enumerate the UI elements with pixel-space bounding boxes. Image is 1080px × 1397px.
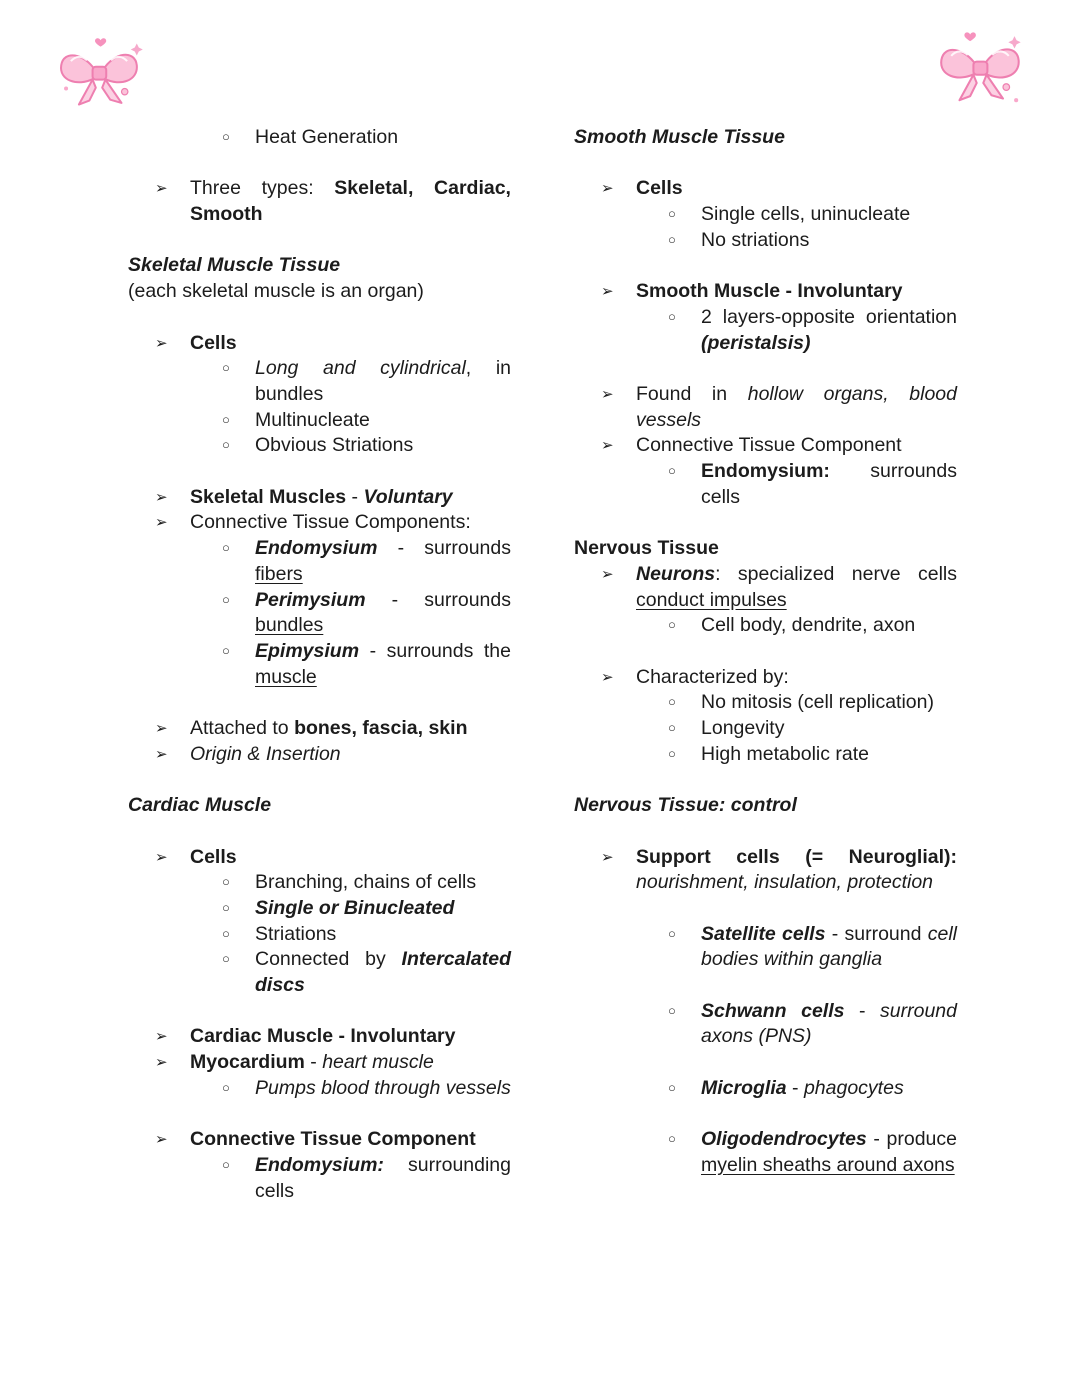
text-line bbox=[190, 1127, 511, 1153]
text-segment: myelin sheaths around axons bbox=[701, 1153, 955, 1176]
text-segment: Cells bbox=[190, 331, 237, 354]
text-segment: Cells bbox=[636, 177, 683, 200]
arrow-bullet-icon: ➢ bbox=[155, 180, 168, 198]
blank-line bbox=[128, 459, 511, 485]
arrow-bullet-icon: ➢ bbox=[155, 514, 168, 532]
circle-bullet-icon: ○ bbox=[668, 463, 676, 479]
text-segment: fibers bbox=[255, 562, 303, 585]
blank-line bbox=[128, 228, 511, 254]
text-line bbox=[190, 331, 511, 357]
text-segment: : specialized nerve cells bbox=[715, 562, 957, 585]
arrow-bullet-icon: ➢ bbox=[155, 1028, 168, 1046]
list-item-level2 bbox=[128, 639, 511, 690]
text-line bbox=[701, 922, 957, 973]
text-line bbox=[190, 1024, 511, 1050]
paragraph bbox=[128, 279, 511, 305]
text-line bbox=[255, 947, 511, 998]
list-item-level2 bbox=[574, 613, 957, 639]
list-item-level2 bbox=[574, 922, 957, 973]
text-segment: Long and cylindrical bbox=[255, 357, 466, 380]
circle-bullet-icon: ○ bbox=[668, 206, 676, 222]
text-line bbox=[574, 536, 957, 562]
blank-line bbox=[574, 973, 957, 999]
text-segment: , in bundles bbox=[255, 357, 512, 405]
text-line bbox=[255, 922, 511, 948]
circle-bullet-icon: ○ bbox=[668, 1131, 676, 1147]
text-line bbox=[701, 202, 957, 228]
arrow-bullet-icon: ➢ bbox=[155, 720, 168, 738]
text-line bbox=[636, 845, 957, 896]
text-segment: - surrounds bbox=[365, 588, 511, 611]
text-segment: - surround bbox=[825, 922, 928, 945]
text-segment: Pumps blood through vessels bbox=[255, 1076, 511, 1099]
text-segment: muscle bbox=[255, 665, 317, 688]
text-line bbox=[574, 793, 957, 819]
circle-bullet-icon: ○ bbox=[668, 694, 676, 710]
circle-bullet-icon: ○ bbox=[222, 925, 230, 941]
circle-bullet-icon: ○ bbox=[668, 925, 676, 941]
list-item-level1 bbox=[574, 176, 957, 202]
text-segment: Multinucleate bbox=[255, 408, 370, 431]
list-item-level1 bbox=[128, 1024, 511, 1050]
list-item-level2 bbox=[128, 588, 511, 639]
text-line bbox=[701, 690, 957, 716]
blank-line bbox=[128, 768, 511, 794]
text-line bbox=[255, 1153, 511, 1204]
list-item-level1 bbox=[574, 665, 957, 691]
list-item-level2 bbox=[128, 896, 511, 922]
text-line bbox=[701, 1127, 957, 1178]
text-line bbox=[128, 253, 511, 279]
list-item-level2 bbox=[128, 922, 511, 948]
list-item-level2 bbox=[128, 870, 511, 896]
text-line bbox=[255, 896, 511, 922]
right-column bbox=[574, 125, 957, 1204]
text-segment: Cardiac Muscle - Involuntary bbox=[190, 1025, 456, 1048]
text-line bbox=[255, 870, 511, 896]
text-segment: Epimysium bbox=[255, 640, 360, 662]
list-item-level1 bbox=[128, 485, 511, 511]
list-item-level2 bbox=[574, 459, 957, 510]
left-column bbox=[128, 125, 511, 1204]
text-line bbox=[255, 1076, 511, 1102]
text-segment: Longevity bbox=[701, 717, 785, 740]
text-line bbox=[255, 433, 511, 459]
list-item-level2 bbox=[128, 1153, 511, 1204]
text-segment: - produce bbox=[866, 1128, 957, 1151]
text-segment: 2 layers-opposite orientation bbox=[701, 305, 957, 328]
text-segment: - surrounds the bbox=[359, 640, 511, 662]
circle-bullet-icon: ○ bbox=[222, 591, 230, 607]
list-item-level1 bbox=[574, 562, 957, 613]
text-line bbox=[636, 433, 957, 459]
circle-bullet-icon: ○ bbox=[668, 1002, 676, 1018]
text-segment: (each skeletal muscle is an organ) bbox=[128, 280, 424, 303]
text-segment: Skeletal Muscles bbox=[190, 485, 347, 508]
text-segment: - bbox=[346, 485, 364, 508]
text-line bbox=[190, 716, 511, 742]
text-line bbox=[701, 742, 957, 768]
heart-icon bbox=[964, 32, 976, 41]
text-segment: Perimysium bbox=[255, 588, 366, 611]
text-segment: nourishment, insulation, protection bbox=[636, 871, 934, 894]
text-segment: (peristalsis) bbox=[701, 331, 811, 354]
list-item-level2 bbox=[128, 947, 511, 998]
text-line bbox=[190, 510, 511, 536]
arrow-bullet-icon: ➢ bbox=[155, 334, 168, 352]
text-line bbox=[255, 356, 511, 407]
list-item-level2 bbox=[574, 716, 957, 742]
list-item-level1 bbox=[128, 1050, 511, 1076]
text-line bbox=[128, 279, 511, 305]
arrow-bullet-icon: ➢ bbox=[601, 848, 614, 866]
arrow-bullet-icon: ➢ bbox=[155, 488, 168, 506]
text-segment: Heat Generation bbox=[255, 126, 399, 148]
list-item-level2 bbox=[574, 1076, 957, 1102]
text-segment: Voluntary bbox=[363, 485, 453, 508]
text-segment: Striations bbox=[255, 922, 337, 945]
text-line bbox=[255, 125, 511, 151]
blank-line bbox=[128, 819, 511, 845]
arrow-bullet-icon: ➢ bbox=[601, 385, 614, 403]
section-heading bbox=[574, 793, 957, 819]
list-item-level1 bbox=[128, 716, 511, 742]
text-segment: phagocytes bbox=[803, 1076, 904, 1099]
text-segment: Origin & Insertion bbox=[190, 742, 341, 765]
text-line bbox=[636, 562, 957, 613]
circle-bullet-icon: ○ bbox=[222, 540, 230, 556]
text-line bbox=[574, 125, 957, 151]
text-segment: Microglia bbox=[701, 1076, 787, 1099]
text-segment: No striations bbox=[701, 228, 810, 251]
circle-bullet-icon: ○ bbox=[222, 643, 230, 658]
text-line bbox=[636, 279, 957, 305]
text-segment: Oligodendrocytes bbox=[701, 1128, 867, 1151]
text-segment: - bbox=[786, 1076, 804, 1099]
blank-line bbox=[128, 151, 511, 177]
notes-body bbox=[128, 125, 957, 1204]
pink-bow-icon bbox=[934, 27, 1026, 111]
list-item-level1 bbox=[574, 433, 957, 459]
text-line bbox=[128, 793, 511, 819]
list-item-level1 bbox=[574, 845, 957, 896]
circle-bullet-icon: ○ bbox=[668, 617, 676, 633]
text-segment: Smooth Muscle Tissue bbox=[574, 126, 785, 148]
text-segment: cell bodies within ganglia bbox=[701, 922, 957, 971]
text-line bbox=[255, 536, 511, 587]
text-segment: Nervous Tissue bbox=[574, 537, 719, 560]
text-line bbox=[701, 1076, 957, 1102]
text-segment: surround axons (PNS) bbox=[701, 999, 957, 1048]
circle-bullet-icon: ○ bbox=[668, 745, 676, 761]
text-segment: Smooth Muscle - Involuntary bbox=[636, 280, 903, 303]
blank-line bbox=[128, 690, 511, 716]
circle-bullet-icon: ○ bbox=[222, 129, 230, 144]
text-segment: Cardiac Muscle bbox=[128, 794, 272, 817]
heart-icon bbox=[95, 38, 106, 46]
list-item-level2 bbox=[574, 305, 957, 356]
list-item-level2 bbox=[128, 536, 511, 587]
arrow-bullet-icon: ➢ bbox=[155, 745, 168, 763]
text-segment: Cells bbox=[190, 845, 237, 868]
text-line bbox=[636, 176, 957, 202]
text-line bbox=[255, 408, 511, 434]
text-segment: Connective Tissue Component bbox=[190, 1128, 476, 1151]
text-segment: Single or Binucleated bbox=[255, 896, 455, 919]
text-segment: Endomysium: bbox=[701, 460, 830, 483]
list-item-level1 bbox=[128, 176, 511, 227]
arrow-bullet-icon: ➢ bbox=[601, 180, 614, 198]
list-item-level1 bbox=[128, 510, 511, 536]
text-segment: High metabolic rate bbox=[701, 742, 869, 765]
blank-line bbox=[574, 151, 957, 177]
arrow-bullet-icon: ➢ bbox=[155, 848, 168, 866]
circle-bullet-icon: ○ bbox=[222, 1156, 230, 1172]
text-segment: Obvious Striations bbox=[255, 434, 414, 457]
blank-line bbox=[574, 896, 957, 922]
text-segment: Skeletal Muscle Tissue bbox=[128, 254, 341, 277]
arrow-bullet-icon: ➢ bbox=[601, 437, 614, 455]
arrow-bullet-icon: ➢ bbox=[601, 283, 614, 301]
list-item-level2 bbox=[128, 408, 511, 434]
list-item-level2 bbox=[128, 356, 511, 407]
section-heading bbox=[128, 793, 511, 819]
text-segment: Endomysium bbox=[255, 537, 378, 560]
list-item-level2 bbox=[128, 433, 511, 459]
blank-line bbox=[574, 819, 957, 845]
circle-bullet-icon: ○ bbox=[222, 874, 230, 890]
circle-bullet-icon: ○ bbox=[222, 411, 230, 427]
text-segment: bundles bbox=[255, 614, 324, 637]
text-segment: Support cells (= Neuroglial): bbox=[636, 845, 957, 868]
text-line bbox=[636, 382, 957, 433]
text-segment: bones, fascia, skin bbox=[294, 717, 468, 740]
text-line bbox=[701, 228, 957, 254]
list-item-level2 bbox=[574, 228, 957, 254]
blank-line bbox=[128, 1102, 511, 1128]
text-line bbox=[190, 176, 511, 227]
text-segment: Single cells, uninucleate bbox=[701, 203, 911, 226]
list-item-level2 bbox=[574, 999, 957, 1050]
text-segment: Cell body, dendrite, axon bbox=[701, 614, 916, 637]
text-segment: Skeletal, Cardiac, Smooth bbox=[190, 177, 511, 226]
blank-line bbox=[574, 511, 957, 537]
text-segment: conduct impulses bbox=[636, 588, 787, 611]
text-segment: No mitosis (cell replication) bbox=[701, 691, 934, 714]
text-segment: Satellite cells bbox=[701, 922, 826, 945]
text-segment: hollow organs, blood vessels bbox=[636, 382, 957, 431]
text-segment: Found in bbox=[636, 382, 748, 405]
list-item-level2 bbox=[128, 125, 511, 151]
text-segment: Nervous Tissue: control bbox=[574, 794, 797, 817]
circle-bullet-icon: ○ bbox=[222, 437, 230, 453]
text-segment: Three types: bbox=[190, 177, 335, 200]
blank-line bbox=[128, 999, 511, 1025]
text-segment: Branching, chains of cells bbox=[255, 871, 477, 894]
list-item-level2 bbox=[574, 742, 957, 768]
list-item-level2 bbox=[128, 1076, 511, 1102]
text-segment: - surrounds bbox=[377, 537, 511, 560]
text-segment: Connective Tissue Component bbox=[636, 434, 902, 457]
text-segment: Connected by bbox=[255, 948, 402, 971]
text-segment: Attached to bbox=[190, 717, 295, 740]
text-segment: - bbox=[844, 999, 881, 1022]
arrow-bullet-icon: ➢ bbox=[155, 1131, 168, 1149]
circle-bullet-icon: ○ bbox=[668, 231, 676, 247]
text-line bbox=[190, 845, 511, 871]
circle-bullet-icon: ○ bbox=[222, 899, 230, 915]
text-segment: - bbox=[304, 1051, 323, 1074]
text-line bbox=[701, 999, 957, 1050]
list-item-level1 bbox=[128, 331, 511, 357]
circle-bullet-icon: ○ bbox=[668, 308, 676, 324]
blank-line bbox=[128, 305, 511, 331]
text-line bbox=[701, 613, 957, 639]
text-segment: Connective Tissue Components: bbox=[190, 511, 471, 534]
arrow-bullet-icon: ➢ bbox=[601, 668, 614, 686]
list-item-level2 bbox=[574, 690, 957, 716]
text-line bbox=[190, 1050, 511, 1076]
blank-line bbox=[574, 254, 957, 280]
text-line bbox=[255, 588, 511, 639]
section-heading bbox=[574, 125, 957, 151]
pink-bow-icon bbox=[54, 33, 144, 115]
centered-heading bbox=[574, 536, 957, 562]
text-segment: Schwann cells bbox=[701, 999, 845, 1022]
blank-line bbox=[574, 1050, 957, 1076]
circle-bullet-icon: ○ bbox=[668, 720, 676, 736]
text-segment: Characterized by: bbox=[636, 665, 789, 688]
section-heading bbox=[128, 253, 511, 279]
list-item-level1 bbox=[574, 279, 957, 305]
list-item-level1 bbox=[128, 1127, 511, 1153]
text-line bbox=[701, 305, 957, 356]
list-item-level2 bbox=[574, 1127, 957, 1178]
text-line bbox=[636, 665, 957, 691]
blank-line bbox=[574, 639, 957, 665]
text-segment: surrounding cells bbox=[255, 1153, 511, 1202]
text-line bbox=[190, 742, 511, 768]
circle-bullet-icon: ○ bbox=[222, 360, 230, 376]
text-segment: surrounds cells bbox=[701, 460, 957, 508]
blank-line bbox=[574, 1102, 957, 1128]
list-item-level1 bbox=[128, 845, 511, 871]
list-item-level1 bbox=[128, 742, 511, 768]
text-segment: heart muscle bbox=[322, 1051, 434, 1074]
text-segment: Neurons bbox=[636, 562, 716, 585]
text-line bbox=[701, 716, 957, 742]
circle-bullet-icon: ○ bbox=[222, 951, 230, 967]
circle-bullet-icon: ○ bbox=[668, 1079, 676, 1095]
text-line bbox=[701, 459, 957, 510]
text-segment: Endomysium: bbox=[255, 1153, 384, 1176]
text-line bbox=[190, 485, 511, 511]
text-segment: Myocardium bbox=[190, 1051, 305, 1074]
blank-line bbox=[574, 768, 957, 794]
list-item-level1 bbox=[574, 382, 957, 433]
blank-line bbox=[574, 356, 957, 382]
arrow-bullet-icon: ➢ bbox=[601, 565, 614, 583]
text-line bbox=[255, 639, 511, 690]
circle-bullet-icon: ○ bbox=[222, 1079, 230, 1095]
list-item-level2 bbox=[574, 202, 957, 228]
text-segment: Intercalated discs bbox=[255, 948, 511, 997]
arrow-bullet-icon: ➢ bbox=[155, 1054, 168, 1072]
